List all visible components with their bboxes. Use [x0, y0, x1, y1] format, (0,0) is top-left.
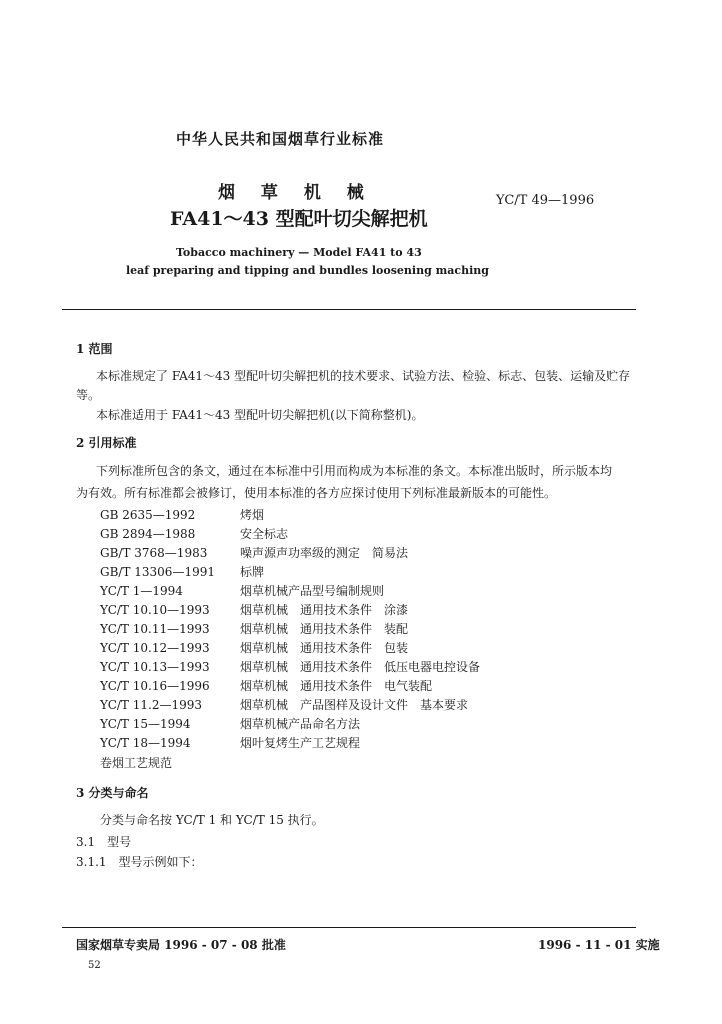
reference-row: YC/T 10.12—1993 烟草机械 通用技术条件 包装	[100, 641, 409, 655]
section-1-heading: 1 范围	[76, 342, 113, 356]
section-3-1: 3.1 型号	[76, 835, 132, 849]
reference-row: YC/T 1—1994 烟草机械产品型号编制规则	[100, 584, 385, 598]
section-1-para1: 本标准规定了 FA41～43 型配叶切尖解把机的技术要求、试验方法、检验、标志、包装、运输及贮存	[96, 369, 631, 383]
english-title-line1: Tobacco machinery — Model FA41 to 43	[176, 246, 422, 259]
reference-row-last: 卷烟工艺规范	[100, 756, 173, 770]
doc-title-line1: 烟 草 机 械	[218, 183, 374, 203]
issue-statement: 国家烟草专卖局 1996 - 07 - 08 批准	[76, 938, 286, 952]
section-3-1-1: 3.1.1 型号示例如下：	[76, 855, 203, 869]
reference-row: YC/T 10.10—1993 烟草机械 通用技术条件 涂漆	[100, 603, 409, 617]
page-number: 52	[88, 960, 101, 971]
english-title-line2: leaf preparing and tipping and bundles loosening maching	[126, 264, 489, 277]
reference-row: GB/T 3768—1983 噪声源声功率级的测定 简易法	[100, 546, 409, 560]
standard-number: YC/T 49—1996	[496, 193, 595, 208]
section-2-intro1: 下列标准所包含的条文，通过在本标准中引用而构成为本标准的条文。本标准出版时，所示版本均	[96, 464, 613, 478]
effective-statement: 1996 - 11 - 01 实施	[538, 938, 660, 952]
doc-title-line2: FA41～43 型配叶切尖解把机	[170, 208, 428, 230]
reference-row: YC/T 10.16—1996 烟草机械 通用技术条件 电气装配	[100, 679, 433, 693]
reference-row: YC/T 11.2—1993 烟草机械 产品图样及设计文件 基本要求	[100, 698, 469, 712]
reference-row: YC/T 10.13—1993 烟草机械 通用技术条件 低压电器电控设备	[100, 660, 481, 674]
reference-row: GB 2635—1992 烤烟	[100, 508, 265, 522]
section-1-para2: 本标准适用于 FA41～43 型配叶切尖解把机(以下简称整机)。	[96, 408, 424, 422]
reference-row: YC/T 10.11—1993 烟草机械 通用技术条件 装配	[100, 622, 409, 636]
section-3-para: 分类与命名按 YC/T 1 和 YC/T 15 执行。	[100, 813, 324, 827]
footer-rule	[62, 927, 636, 928]
reference-row: GB 2894—1988 安全标志	[100, 527, 289, 541]
reference-row: YC/T 15—1994 烟草机械产品命名方法	[100, 717, 361, 731]
section-3-heading: 3 分类与命名	[76, 786, 149, 800]
section-2-intro2: 为有效。所有标准都会被修订，使用本标准的各方应探讨使用下列标准最新版本的可能性。	[76, 486, 557, 500]
section-1-para1-cont: 等。	[76, 388, 101, 402]
header-rule	[62, 309, 636, 310]
reference-row: YC/T 18—1994 烟叶复烤生产工艺规程	[100, 736, 361, 750]
section-2-heading: 2 引用标准	[76, 436, 137, 450]
reference-row: GB/T 13306—1991 标牌	[100, 565, 265, 579]
industry-standard-title: 中华人民共和国烟草行业标准	[176, 130, 385, 148]
